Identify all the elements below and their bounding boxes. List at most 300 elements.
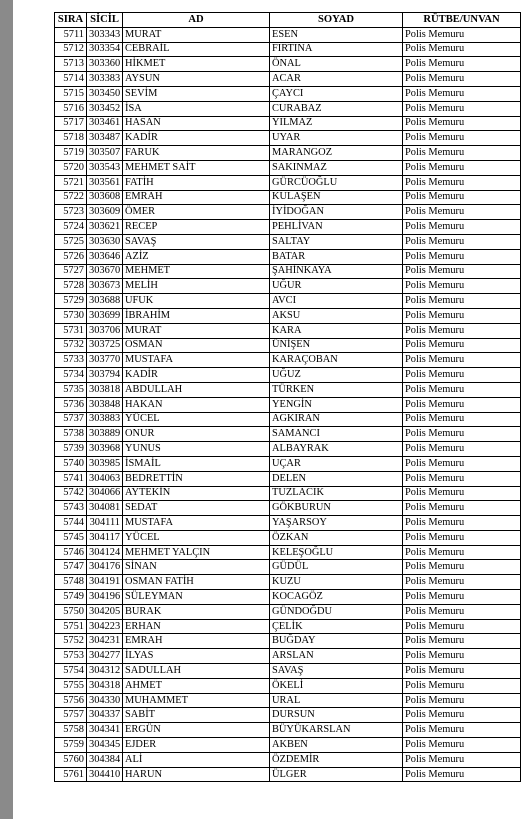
cell-ad: YÜCEL: [123, 412, 270, 427]
table-row: [55, 279, 521, 294]
table-row: [55, 190, 521, 205]
cell-soyad: GÜNDOĞDU: [270, 604, 403, 619]
cell-soyad: SAVAŞ: [270, 664, 403, 679]
cell-ad: BURAK: [123, 604, 270, 619]
cell-ad: AHMET: [123, 678, 270, 693]
cell-sicil: 303889: [87, 427, 123, 442]
table-row: [55, 723, 521, 738]
cell-rutbe: Polis Memuru: [403, 412, 521, 427]
cell-sira: 5734: [55, 368, 87, 383]
cell-soyad: İYİDOĞAN: [270, 205, 403, 220]
cell-sicil: 303630: [87, 234, 123, 249]
cell-sicil: 303487: [87, 131, 123, 146]
cell-soyad: ÇELİK: [270, 619, 403, 634]
cell-ad: MUSTAFA: [123, 516, 270, 531]
cell-rutbe: Polis Memuru: [403, 560, 521, 575]
cell-ad: KADİR: [123, 368, 270, 383]
cell-rutbe: Polis Memuru: [403, 738, 521, 753]
cell-sicil: 303725: [87, 338, 123, 353]
cell-rutbe: Polis Memuru: [403, 604, 521, 619]
table-row: [55, 456, 521, 471]
cell-sicil: 304124: [87, 545, 123, 560]
cell-rutbe: Polis Memuru: [403, 294, 521, 309]
cell-ad: ABDULLAH: [123, 382, 270, 397]
cell-ad: SEVİM: [123, 86, 270, 101]
cell-rutbe: Polis Memuru: [403, 767, 521, 782]
table-row: [55, 590, 521, 605]
cell-sira: 5745: [55, 530, 87, 545]
cell-ad: ERGÜN: [123, 723, 270, 738]
cell-rutbe: Polis Memuru: [403, 234, 521, 249]
cell-soyad: ÖKELİ: [270, 678, 403, 693]
cell-sira: 5718: [55, 131, 87, 146]
cell-sicil: 303770: [87, 353, 123, 368]
cell-sicil: 303646: [87, 249, 123, 264]
table-row: [55, 308, 521, 323]
cell-soyad: KULAŞEN: [270, 190, 403, 205]
cell-ad: ALİ: [123, 752, 270, 767]
cell-ad: MELİH: [123, 279, 270, 294]
cell-sicil: 304277: [87, 649, 123, 664]
cell-ad: MURAT: [123, 323, 270, 338]
cell-sira: 5721: [55, 175, 87, 190]
cell-soyad: KARAÇOBAN: [270, 353, 403, 368]
cell-rutbe: Polis Memuru: [403, 486, 521, 501]
cell-ad: SÜLEYMAN: [123, 590, 270, 605]
cell-soyad: SALTAY: [270, 234, 403, 249]
cell-soyad: ALBAYRAK: [270, 442, 403, 457]
cell-sira: 5747: [55, 560, 87, 575]
cell-sira: 5736: [55, 397, 87, 412]
cell-rutbe: Polis Memuru: [403, 545, 521, 560]
cell-sicil: 303450: [87, 86, 123, 101]
cell-rutbe: Polis Memuru: [403, 382, 521, 397]
cell-sicil: 304111: [87, 516, 123, 531]
cell-sira: 5712: [55, 42, 87, 57]
cell-rutbe: Polis Memuru: [403, 116, 521, 131]
cell-ad: RECEP: [123, 220, 270, 235]
cell-sicil: 303673: [87, 279, 123, 294]
cell-soyad: UĞUR: [270, 279, 403, 294]
cell-sira: 5741: [55, 471, 87, 486]
table-row: [55, 634, 521, 649]
table-row: [55, 649, 521, 664]
cell-sicil: 303561: [87, 175, 123, 190]
cell-rutbe: Polis Memuru: [403, 338, 521, 353]
cell-sira: 5753: [55, 649, 87, 664]
cell-soyad: UYAR: [270, 131, 403, 146]
cell-soyad: KELEŞOĞLU: [270, 545, 403, 560]
table-row: [55, 205, 521, 220]
cell-rutbe: Polis Memuru: [403, 619, 521, 634]
cell-sira: 5738: [55, 427, 87, 442]
cell-soyad: CURABAZ: [270, 101, 403, 116]
cell-ad: AYTEKİN: [123, 486, 270, 501]
cell-soyad: UĞUZ: [270, 368, 403, 383]
cell-ad: SİNAN: [123, 560, 270, 575]
cell-rutbe: Polis Memuru: [403, 664, 521, 679]
table-row: [55, 160, 521, 175]
cell-ad: İSA: [123, 101, 270, 116]
cell-soyad: DURSUN: [270, 708, 403, 723]
table-row: [55, 146, 521, 161]
cell-ad: HARUN: [123, 767, 270, 782]
cell-sira: 5711: [55, 27, 87, 42]
cell-sira: 5735: [55, 382, 87, 397]
cell-ad: HASAN: [123, 116, 270, 131]
cell-sira: 5748: [55, 575, 87, 590]
table-row: [55, 471, 521, 486]
table-row: [55, 368, 521, 383]
cell-sicil: 304223: [87, 619, 123, 634]
cell-rutbe: Polis Memuru: [403, 693, 521, 708]
header-sira: SIRA: [55, 13, 87, 28]
table-row: [55, 604, 521, 619]
cell-sira: 5714: [55, 72, 87, 87]
cell-soyad: YENGİN: [270, 397, 403, 412]
cell-sira: 5720: [55, 160, 87, 175]
cell-ad: EMRAH: [123, 190, 270, 205]
cell-soyad: SAKINMAZ: [270, 160, 403, 175]
table-row: [55, 27, 521, 42]
cell-soyad: KOCAGÖZ: [270, 590, 403, 605]
cell-soyad: ÇAYCI: [270, 86, 403, 101]
cell-ad: ONUR: [123, 427, 270, 442]
cell-ad: EJDER: [123, 738, 270, 753]
cell-soyad: AKSU: [270, 308, 403, 323]
cell-sicil: 303608: [87, 190, 123, 205]
cell-rutbe: Polis Memuru: [403, 323, 521, 338]
cell-rutbe: Polis Memuru: [403, 160, 521, 175]
cell-soyad: GÜDÜL: [270, 560, 403, 575]
cell-soyad: AVCI: [270, 294, 403, 309]
cell-ad: HİKMET: [123, 57, 270, 72]
cell-ad: CEBRAİL: [123, 42, 270, 57]
cell-soyad: PEHLİVAN: [270, 220, 403, 235]
cell-rutbe: Polis Memuru: [403, 397, 521, 412]
cell-sira: 5733: [55, 353, 87, 368]
cell-ad: YUNUS: [123, 442, 270, 457]
table-row: [55, 264, 521, 279]
cell-sicil: 304341: [87, 723, 123, 738]
cell-soyad: KUZU: [270, 575, 403, 590]
cell-ad: SABİT: [123, 708, 270, 723]
table-row: [55, 752, 521, 767]
cell-sira: 5724: [55, 220, 87, 235]
cell-ad: AYSUN: [123, 72, 270, 87]
cell-sira: 5725: [55, 234, 87, 249]
cell-soyad: ÜNİŞEN: [270, 338, 403, 353]
cell-sira: 5731: [55, 323, 87, 338]
cell-soyad: AKBEN: [270, 738, 403, 753]
cell-soyad: ÜLGER: [270, 767, 403, 782]
cell-rutbe: Polis Memuru: [403, 442, 521, 457]
cell-soyad: BUĞDAY: [270, 634, 403, 649]
cell-sira: 5754: [55, 664, 87, 679]
table-row: [55, 397, 521, 412]
cell-rutbe: Polis Memuru: [403, 353, 521, 368]
cell-rutbe: Polis Memuru: [403, 308, 521, 323]
table-row: [55, 767, 521, 782]
cell-rutbe: Polis Memuru: [403, 190, 521, 205]
table-row: [55, 323, 521, 338]
cell-sicil: 304330: [87, 693, 123, 708]
cell-sicil: 303452: [87, 101, 123, 116]
cell-ad: UFUK: [123, 294, 270, 309]
cell-soyad: YILMAZ: [270, 116, 403, 131]
cell-soyad: ŞAHİNKAYA: [270, 264, 403, 279]
cell-soyad: GÖKBURUN: [270, 501, 403, 516]
personnel-table: [54, 12, 521, 782]
table-row: [55, 220, 521, 235]
cell-sicil: 303461: [87, 116, 123, 131]
cell-rutbe: Polis Memuru: [403, 131, 521, 146]
cell-soyad: BÜYÜKARSLAN: [270, 723, 403, 738]
cell-soyad: ÖNAL: [270, 57, 403, 72]
cell-rutbe: Polis Memuru: [403, 249, 521, 264]
cell-sira: 5749: [55, 590, 87, 605]
cell-ad: MUHAMMET: [123, 693, 270, 708]
table-row: [55, 516, 521, 531]
cell-sira: 5752: [55, 634, 87, 649]
table-row: [55, 560, 521, 575]
cell-rutbe: Polis Memuru: [403, 427, 521, 442]
table-row: [55, 338, 521, 353]
cell-ad: İLYAS: [123, 649, 270, 664]
cell-rutbe: Polis Memuru: [403, 634, 521, 649]
table-row: [55, 501, 521, 516]
cell-sicil: 304191: [87, 575, 123, 590]
cell-rutbe: Polis Memuru: [403, 752, 521, 767]
cell-sira: 5761: [55, 767, 87, 782]
cell-sicil: 304312: [87, 664, 123, 679]
cell-ad: OSMAN: [123, 338, 270, 353]
table-row: [55, 382, 521, 397]
cell-rutbe: Polis Memuru: [403, 42, 521, 57]
cell-soyad: ÖZKAN: [270, 530, 403, 545]
cell-rutbe: Polis Memuru: [403, 86, 521, 101]
cell-soyad: AGKIRAN: [270, 412, 403, 427]
cell-ad: İSMAİL: [123, 456, 270, 471]
cell-soyad: URAL: [270, 693, 403, 708]
viewer-left-margin: [0, 0, 13, 819]
cell-sira: 5756: [55, 693, 87, 708]
cell-ad: ERHAN: [123, 619, 270, 634]
cell-soyad: TÜRKEN: [270, 382, 403, 397]
cell-sira: 5742: [55, 486, 87, 501]
table-row: [55, 678, 521, 693]
cell-ad: SEDAT: [123, 501, 270, 516]
cell-rutbe: Polis Memuru: [403, 456, 521, 471]
table-row: [55, 131, 521, 146]
cell-rutbe: Polis Memuru: [403, 590, 521, 605]
cell-rutbe: Polis Memuru: [403, 101, 521, 116]
cell-soyad: ÖZDEMİR: [270, 752, 403, 767]
cell-ad: AZİZ: [123, 249, 270, 264]
cell-sira: 5739: [55, 442, 87, 457]
cell-rutbe: Polis Memuru: [403, 368, 521, 383]
cell-ad: SADULLAH: [123, 664, 270, 679]
cell-soyad: YAŞARSOY: [270, 516, 403, 531]
cell-ad: ÖMER: [123, 205, 270, 220]
table-header-row: [55, 13, 521, 28]
cell-rutbe: Polis Memuru: [403, 575, 521, 590]
cell-sicil: 304176: [87, 560, 123, 575]
cell-sira: 5750: [55, 604, 87, 619]
cell-sicil: 303343: [87, 27, 123, 42]
table-row: [55, 708, 521, 723]
cell-sira: 5715: [55, 86, 87, 101]
cell-soyad: ARSLAN: [270, 649, 403, 664]
table-row: [55, 116, 521, 131]
cell-sicil: 303706: [87, 323, 123, 338]
cell-sicil: 303968: [87, 442, 123, 457]
document-page: [13, 0, 523, 819]
cell-sicil: 303985: [87, 456, 123, 471]
cell-sicil: 304231: [87, 634, 123, 649]
table-row: [55, 42, 521, 57]
cell-rutbe: Polis Memuru: [403, 279, 521, 294]
table-row: [55, 486, 521, 501]
cell-rutbe: Polis Memuru: [403, 27, 521, 42]
cell-rutbe: Polis Memuru: [403, 649, 521, 664]
table-row: [55, 353, 521, 368]
cell-sira: 5746: [55, 545, 87, 560]
cell-sira: 5759: [55, 738, 87, 753]
cell-sira: 5755: [55, 678, 87, 693]
cell-ad: SAVAŞ: [123, 234, 270, 249]
table-row: [55, 175, 521, 190]
table-row: [55, 664, 521, 679]
cell-sira: 5722: [55, 190, 87, 205]
table-row: [55, 101, 521, 116]
cell-sira: 5751: [55, 619, 87, 634]
cell-sira: 5717: [55, 116, 87, 131]
cell-sicil: 304337: [87, 708, 123, 723]
cell-rutbe: Polis Memuru: [403, 723, 521, 738]
cell-rutbe: Polis Memuru: [403, 205, 521, 220]
cell-sicil: 304205: [87, 604, 123, 619]
cell-rutbe: Polis Memuru: [403, 530, 521, 545]
cell-rutbe: Polis Memuru: [403, 501, 521, 516]
table-row: [55, 619, 521, 634]
cell-rutbe: Polis Memuru: [403, 146, 521, 161]
cell-sicil: 303794: [87, 368, 123, 383]
table-row: [55, 72, 521, 87]
cell-sicil: 304081: [87, 501, 123, 516]
cell-sicil: 304196: [87, 590, 123, 605]
cell-rutbe: Polis Memuru: [403, 264, 521, 279]
cell-sicil: 304063: [87, 471, 123, 486]
cell-ad: HAKAN: [123, 397, 270, 412]
cell-soyad: ACAR: [270, 72, 403, 87]
table-row: [55, 412, 521, 427]
table-row: [55, 249, 521, 264]
cell-sira: 5730: [55, 308, 87, 323]
cell-sira: 5713: [55, 57, 87, 72]
table-row: [55, 294, 521, 309]
cell-sira: 5723: [55, 205, 87, 220]
cell-rutbe: Polis Memuru: [403, 471, 521, 486]
cell-sira: 5729: [55, 294, 87, 309]
cell-rutbe: Polis Memuru: [403, 57, 521, 72]
cell-soyad: TUZLACIK: [270, 486, 403, 501]
cell-ad: EMRAH: [123, 634, 270, 649]
cell-sicil: 303543: [87, 160, 123, 175]
cell-soyad: MARANGOZ: [270, 146, 403, 161]
cell-sicil: 304410: [87, 767, 123, 782]
cell-ad: OSMAN FATİH: [123, 575, 270, 590]
cell-sira: 5716: [55, 101, 87, 116]
cell-soyad: GÜRCÜOĞLU: [270, 175, 403, 190]
cell-sicil: 304117: [87, 530, 123, 545]
cell-sira: 5758: [55, 723, 87, 738]
cell-ad: MURAT: [123, 27, 270, 42]
cell-sira: 5740: [55, 456, 87, 471]
cell-rutbe: Polis Memuru: [403, 516, 521, 531]
cell-sicil: 303507: [87, 146, 123, 161]
cell-ad: KADİR: [123, 131, 270, 146]
cell-sicil: 303621: [87, 220, 123, 235]
cell-sicil: 304066: [87, 486, 123, 501]
cell-sira: 5743: [55, 501, 87, 516]
cell-sicil: 303688: [87, 294, 123, 309]
cell-soyad: ESEN: [270, 27, 403, 42]
cell-soyad: KARA: [270, 323, 403, 338]
cell-sicil: 304318: [87, 678, 123, 693]
cell-sicil: 303360: [87, 57, 123, 72]
cell-sicil: 304384: [87, 752, 123, 767]
table-row: [55, 693, 521, 708]
table-row: [55, 442, 521, 457]
cell-sicil: 303699: [87, 308, 123, 323]
cell-soyad: FIRTINA: [270, 42, 403, 57]
table-row: [55, 57, 521, 72]
cell-rutbe: Polis Memuru: [403, 678, 521, 693]
header-ad: AD: [123, 13, 270, 28]
header-rutbe: RÜTBE/UNVAN: [403, 13, 521, 28]
cell-rutbe: Polis Memuru: [403, 220, 521, 235]
cell-sira: 5728: [55, 279, 87, 294]
cell-sira: 5719: [55, 146, 87, 161]
cell-sira: 5757: [55, 708, 87, 723]
cell-sicil: 303383: [87, 72, 123, 87]
cell-sira: 5727: [55, 264, 87, 279]
cell-ad: MEHMET: [123, 264, 270, 279]
cell-soyad: SAMANCI: [270, 427, 403, 442]
cell-ad: İBRAHİM: [123, 308, 270, 323]
table-row: [55, 530, 521, 545]
cell-soyad: BATAR: [270, 249, 403, 264]
cell-sicil: 303354: [87, 42, 123, 57]
cell-sira: 5726: [55, 249, 87, 264]
table-row: [55, 545, 521, 560]
table-row: [55, 86, 521, 101]
cell-ad: BEDRETTİN: [123, 471, 270, 486]
cell-sicil: 303609: [87, 205, 123, 220]
cell-sira: 5737: [55, 412, 87, 427]
cell-ad: MEHMET SAİT: [123, 160, 270, 175]
cell-soyad: UÇAR: [270, 456, 403, 471]
table-row: [55, 427, 521, 442]
cell-ad: FATİH: [123, 175, 270, 190]
cell-sicil: 303848: [87, 397, 123, 412]
table-row: [55, 738, 521, 753]
cell-sicil: 303883: [87, 412, 123, 427]
cell-sira: 5760: [55, 752, 87, 767]
cell-rutbe: Polis Memuru: [403, 175, 521, 190]
cell-ad: YÜCEL: [123, 530, 270, 545]
